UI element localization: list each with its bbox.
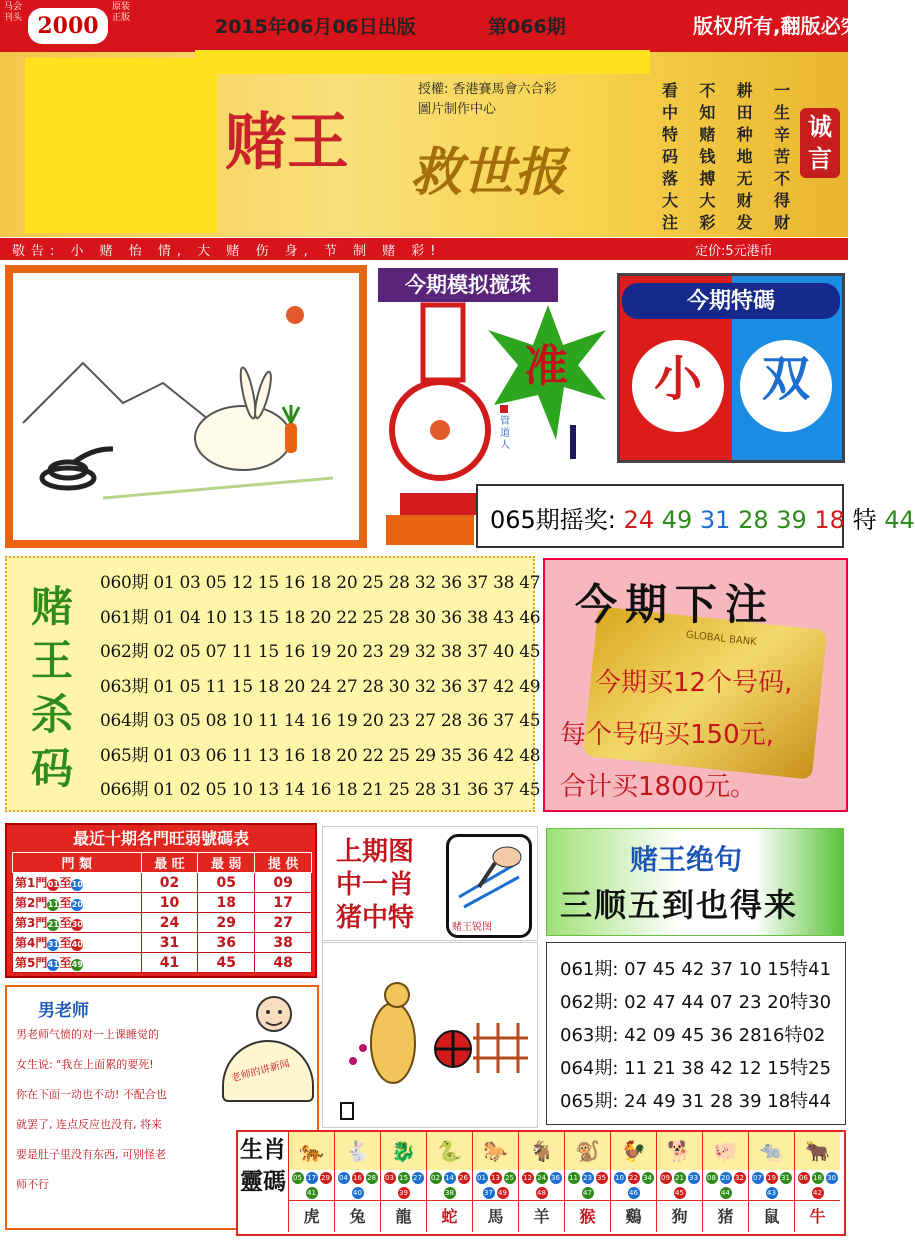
- gate-cell: [13, 893, 142, 913]
- special-code-title: 今期特碼: [622, 283, 840, 319]
- poem-row: [662, 78, 790, 100]
- number-ball: 15: [399, 1174, 408, 1182]
- bank-card-label: GLOBAL BANK: [685, 629, 758, 649]
- number-ball: 04: [339, 1174, 348, 1182]
- number-ball: 37: [484, 1189, 493, 1197]
- number-ball: 22: [629, 1174, 638, 1182]
- table-row: [13, 933, 312, 953]
- zodiac-cell: [564, 1132, 610, 1232]
- logo-side-right: 原装正版: [112, 2, 131, 23]
- number-ball: 30: [827, 1174, 836, 1182]
- number-ball: 08: [707, 1174, 716, 1182]
- gate-cell: [13, 933, 142, 953]
- number-ball: 29: [321, 1174, 330, 1182]
- gate-cell: [13, 873, 142, 893]
- gambling-warning: 敬告: 小 赌 怡 情, 大 赌 伤 身, 节 制 赌 彩!: [12, 244, 442, 259]
- zodiac-cell: [426, 1132, 472, 1232]
- last-pic-line-1: 上期图: [336, 837, 415, 867]
- dog-icon: 🐕: [657, 1132, 702, 1170]
- gate-name: 第5門: [15, 956, 48, 970]
- seal-stamp: 诚言: [800, 108, 840, 178]
- poem-row: [662, 100, 790, 122]
- poem-char: 大: [699, 191, 716, 210]
- number-ball: 48: [537, 1189, 546, 1197]
- zodiac-cell: [518, 1132, 564, 1232]
- poem-char: 知: [699, 103, 716, 122]
- kill-row: 066期 01 02 05 10 13 14 16 18 21 25 28 31 36 37 45: [100, 780, 541, 800]
- gate-table: [12, 852, 312, 973]
- clue-picture-panel: [322, 942, 538, 1128]
- number-ball: 34: [643, 1174, 652, 1182]
- number-ball: 43: [767, 1189, 776, 1197]
- last-pic-line-2: 中一肖: [336, 870, 415, 900]
- tip-number: 38: [255, 933, 312, 953]
- poem-char: 赌: [699, 125, 716, 144]
- kill-row: 063期 01 05 11 15 18 20 24 27 28 30 32 36 37 42 49: [100, 676, 541, 697]
- number-ball: 20: [721, 1174, 730, 1182]
- kill-row: 065期 01 03 06 11 13 16 18 20 22 25 29 35 36 42 48: [100, 745, 541, 766]
- number-ball: 07: [753, 1174, 762, 1182]
- draw-number: 39: [776, 506, 815, 534]
- zodiac-numbers: [611, 1170, 656, 1200]
- joke-line: 女生说: "我在上面累的要死!: [16, 1058, 154, 1071]
- number-ball: 11: [569, 1174, 578, 1182]
- hot-number: 02: [141, 873, 198, 893]
- range-start-ball: 11: [47, 900, 59, 909]
- zodiac-name: 虎: [289, 1200, 334, 1232]
- range-start-ball: 21: [47, 920, 59, 929]
- banner-poem: [662, 78, 790, 232]
- kill-row: 061期 01 04 10 13 15 18 20 22 25 28 30 36 38 43 46: [100, 607, 541, 628]
- zodiac-cell: [794, 1132, 840, 1232]
- notice-bar: [0, 238, 848, 260]
- zodiac-name: 龍: [381, 1200, 426, 1232]
- production-line: 圖片制作中心: [418, 102, 497, 117]
- draw-number: 28: [738, 506, 777, 534]
- bet-line-2: 每个号码买150元,: [560, 720, 774, 750]
- bet-title: 今期下注: [575, 580, 776, 629]
- draw-number: 18: [814, 506, 853, 534]
- last-draw-special-number: 44: [884, 506, 915, 534]
- table-row: [13, 893, 312, 913]
- draw-number: 49: [661, 506, 700, 534]
- issue-number: 第066期: [488, 16, 566, 38]
- range-separator: 至: [59, 936, 72, 950]
- number-ball: 01: [477, 1174, 486, 1182]
- poem-char: 码: [662, 147, 679, 166]
- poem-char: 彩: [699, 213, 716, 232]
- range-end-ball: 30: [71, 920, 83, 929]
- number-ball: 03: [385, 1174, 394, 1182]
- table-row: [13, 913, 312, 933]
- history-row: 061期: 07 45 42 37 10 15特41: [560, 959, 832, 980]
- cold-number: 05: [198, 873, 255, 893]
- hot-number: 41: [141, 953, 198, 973]
- number-ball: 06: [799, 1174, 808, 1182]
- zodiac-name: 兔: [335, 1200, 380, 1232]
- poem-row: [662, 122, 790, 144]
- number-ball: 40: [353, 1189, 362, 1197]
- number-ball: 32: [735, 1174, 744, 1182]
- rabbit-snake-illustration: [13, 273, 359, 540]
- number-ball: 42: [813, 1189, 822, 1197]
- fan-caption: 老师的讲新闻: [230, 1058, 291, 1085]
- gate-cell: [13, 953, 142, 973]
- zodiac-numbers: [749, 1170, 794, 1200]
- tip-number: 17: [255, 893, 312, 913]
- zodiac-name: 羊: [519, 1200, 564, 1232]
- cold-number: 29: [198, 913, 255, 933]
- joke-line: 你在下面一动也不动! 不配合也: [16, 1088, 167, 1101]
- number-ball: 47: [583, 1189, 592, 1197]
- zodiac-cell: [610, 1132, 656, 1232]
- range-start-ball: 41: [47, 960, 59, 969]
- joke-title: 男老师: [38, 1001, 89, 1021]
- last-pic-line-3: 猪中特: [336, 903, 415, 933]
- poem-char: 大: [662, 191, 679, 210]
- zodiac-cells: [288, 1132, 840, 1232]
- col-gate: 門 類: [13, 853, 142, 873]
- number-ball: 31: [781, 1174, 790, 1182]
- number-ball: 25: [505, 1174, 514, 1182]
- number-ball: 33: [689, 1174, 698, 1182]
- poem-char: 耕: [736, 81, 753, 100]
- history-row: 064期: 11 21 38 42 12 15特25: [560, 1058, 832, 1079]
- hot-number: 10: [141, 893, 198, 913]
- poem-row: [662, 144, 790, 166]
- number-ball: 23: [583, 1174, 592, 1182]
- zodiac-cell: [334, 1132, 380, 1232]
- tiger-icon: 🐅: [289, 1132, 334, 1170]
- history-row: 062期: 02 47 44 07 23 20特30: [560, 992, 832, 1013]
- poem-char: 财: [773, 213, 790, 232]
- zodiac-cell: [288, 1132, 334, 1232]
- number-ball: 19: [767, 1174, 776, 1182]
- poem-char: 种: [736, 125, 753, 144]
- pig-icon: 🐖: [703, 1132, 748, 1170]
- poem-char: 不: [699, 81, 716, 100]
- zodiac-table-label: 生肖靈碼: [240, 1136, 286, 1195]
- poem-char: 搏: [699, 169, 716, 188]
- number-ball: 21: [675, 1174, 684, 1182]
- kill-row: 060期 01 03 05 12 15 16 18 20 25 28 32 36 37 38 47: [100, 573, 541, 593]
- number-ball: 35: [597, 1174, 606, 1182]
- zodiac-name: 猪: [703, 1200, 748, 1232]
- kill-codes-title: 赌王杀码: [30, 582, 73, 793]
- poem-row: [662, 188, 790, 210]
- last-picture-text: [336, 836, 414, 935]
- poem-char: 看: [662, 81, 679, 100]
- zodiac-numbers: [381, 1170, 426, 1200]
- history-row: 063期: 42 09 45 36 2816特02: [560, 1025, 826, 1046]
- masthead-logo: 2000: [28, 8, 108, 44]
- last-draw-label: 065期摇奖:: [490, 506, 616, 534]
- authorization-line: 授權: 香港賽馬會六合彩: [418, 82, 557, 97]
- zodiac-numbers: [335, 1170, 380, 1200]
- number-ball: 46: [629, 1189, 638, 1197]
- zodiac-name: 鷄: [611, 1200, 656, 1232]
- poem-char: 辛: [773, 125, 790, 144]
- col-hot: 最 旺: [141, 853, 198, 873]
- zodiac-cell: [656, 1132, 702, 1232]
- dragon-icon: 🐉: [381, 1132, 426, 1170]
- zodiac-name: 牛: [795, 1200, 840, 1232]
- poem-char: 无: [736, 169, 753, 188]
- number-ball: 09: [661, 1174, 670, 1182]
- number-ball: 17: [307, 1174, 316, 1182]
- cold-number: 18: [198, 893, 255, 913]
- hand-drawing: [449, 837, 529, 917]
- bet-line-1: 今期买12个号码,: [595, 668, 793, 698]
- poem-char: 特: [662, 125, 679, 144]
- poem-char: 发: [736, 213, 753, 232]
- zodiac-numbers: [427, 1170, 472, 1200]
- table-row: [13, 873, 312, 893]
- icon-caption: 赌王锐图: [452, 922, 492, 933]
- number-ball: 26: [459, 1174, 468, 1182]
- number-ball: 16: [353, 1174, 362, 1182]
- number-ball: 05: [293, 1174, 302, 1182]
- range-separator: 至: [59, 916, 72, 930]
- zodiac-cell: [380, 1132, 426, 1232]
- number-ball: 38: [445, 1189, 454, 1197]
- cold-number: 36: [198, 933, 255, 953]
- gate-name: 第1門: [15, 876, 48, 890]
- draw-simulation-title: 今期模拟搅珠: [378, 268, 558, 302]
- cat-and-ball-illustration: [323, 943, 537, 1127]
- special-pick-parity: 双: [740, 340, 832, 432]
- riddle-illustration: [5, 265, 367, 548]
- zodiac-numbers: [289, 1170, 334, 1200]
- horse-icon: 🐎: [473, 1132, 518, 1170]
- number-ball: 13: [491, 1174, 500, 1182]
- zodiac-numbers: [565, 1170, 610, 1200]
- number-ball: 24: [537, 1174, 546, 1182]
- tip-number: 27: [255, 913, 312, 933]
- draw-caption: 管道人: [500, 416, 510, 451]
- joke-line: 师不行: [16, 1178, 49, 1191]
- redaction-block: [25, 58, 217, 233]
- tip-number: 09: [255, 873, 312, 893]
- price-label: 定价:5元港币: [695, 244, 773, 259]
- number-ball: 10: [615, 1174, 624, 1182]
- ox-icon: 🐂: [795, 1132, 840, 1170]
- gate-table-title: 最近十期各門旺弱號碼表: [72, 829, 249, 848]
- range-separator: 至: [59, 956, 72, 970]
- poem-char: 不: [773, 169, 790, 188]
- zodiac-numbers: [519, 1170, 564, 1200]
- number-ball: 27: [413, 1174, 422, 1182]
- zodiac-name: 鼠: [749, 1200, 794, 1232]
- zodiac-name: 狗: [657, 1200, 702, 1232]
- poem-char: 田: [736, 103, 753, 122]
- number-ball: 14: [445, 1174, 454, 1182]
- zodiac-name: 馬: [473, 1200, 518, 1232]
- kill-row: 064期 03 05 08 10 11 14 16 19 20 23 27 28 36 37 45: [100, 711, 541, 731]
- col-cold: 最 弱: [198, 853, 255, 873]
- history-row: 065期: 24 49 31 28 39 18特44: [560, 1091, 832, 1112]
- monkey-icon: 🐒: [565, 1132, 610, 1170]
- poem-char: 得: [773, 191, 790, 210]
- redaction-strip: [195, 50, 650, 74]
- gate-name: 第3門: [15, 916, 48, 930]
- poem-char: 钱: [699, 147, 716, 166]
- poem-char: 苦: [773, 147, 790, 166]
- zodiac-cell: [472, 1132, 518, 1232]
- range-end-ball: 10: [71, 880, 83, 889]
- verse-title: 赌王绝句: [630, 843, 743, 876]
- number-ball: 39: [399, 1189, 408, 1197]
- logo-side-left: 马会刊头: [3, 2, 22, 23]
- copyright-notice: 版权所有,翻版必究!: [693, 14, 870, 38]
- masthead-subtitle: 救世报: [410, 142, 567, 203]
- number-ball: 41: [307, 1189, 316, 1197]
- number-ball: 45: [675, 1189, 684, 1197]
- rabbit-icon: 🐇: [335, 1132, 380, 1170]
- bet-line-3: 合计买1800元。: [560, 772, 757, 802]
- poem-char: 地: [736, 147, 753, 166]
- range-end-ball: 20: [71, 900, 83, 909]
- hot-number: 24: [141, 913, 198, 933]
- col-tip: 提 供: [255, 853, 312, 873]
- joke-line: 要是肚子里没有东西, 可别怪老: [16, 1148, 166, 1161]
- zodiac-cell: [702, 1132, 748, 1232]
- range-end-ball: 49: [71, 960, 83, 969]
- poem-char: 落: [662, 169, 679, 188]
- range-start-ball: 31: [47, 940, 59, 949]
- gate-cell: [13, 913, 142, 933]
- zodiac-name: 猴: [565, 1200, 610, 1232]
- rat-icon: 🐀: [749, 1132, 794, 1170]
- poem-char: 注: [662, 213, 679, 232]
- draw-number: 31: [699, 506, 739, 534]
- old-man-icon: [250, 992, 298, 1042]
- kill-row: 062期 02 05 07 11 15 16 19 20 23 29 32 38 37 40 45: [100, 642, 541, 662]
- number-ball: 18: [813, 1174, 822, 1182]
- cold-number: 45: [198, 953, 255, 973]
- number-ball: 28: [367, 1174, 376, 1182]
- range-separator: 至: [59, 876, 72, 890]
- joke-line: 男老师气愤的对一上课睡觉的: [16, 1028, 159, 1041]
- tip-number: 48: [255, 953, 312, 973]
- number-ball: 02: [431, 1174, 440, 1182]
- rooster-icon: 🐓: [611, 1132, 656, 1170]
- draw-number: 24: [623, 506, 662, 534]
- poem-char: 生: [773, 103, 790, 122]
- verse-text: 三顺五到也得来: [560, 886, 799, 924]
- gate-name: 第2門: [15, 896, 48, 910]
- poem-char: 中: [662, 103, 679, 122]
- zodiac-numbers: [657, 1170, 702, 1200]
- zodiac-numbers: [795, 1170, 840, 1200]
- poem-char: 财: [736, 191, 753, 210]
- table-row: [13, 953, 312, 973]
- range-start-ball: 01: [47, 880, 59, 889]
- number-ball: 44: [721, 1189, 730, 1197]
- range-end-ball: 40: [71, 940, 83, 949]
- number-ball: 49: [498, 1189, 507, 1197]
- number-ball: 12: [523, 1174, 532, 1182]
- zodiac-name: 蛇: [427, 1200, 472, 1232]
- special-label: 特: [852, 506, 877, 534]
- gate-name: 第4門: [15, 936, 48, 950]
- poem-row: [662, 210, 790, 232]
- publication-date: 2015年06月06日出版: [215, 16, 416, 38]
- masthead-title: 赌王: [225, 105, 350, 178]
- number-ball: 36: [551, 1174, 560, 1182]
- goat-icon: 🐐: [519, 1132, 564, 1170]
- zodiac-numbers: [703, 1170, 748, 1200]
- joke-line: 就罢了, 连点反应也没有, 将来: [16, 1118, 162, 1131]
- star-label: 准: [524, 341, 568, 392]
- zodiac-numbers: [473, 1170, 518, 1200]
- snake-icon: 🐍: [427, 1132, 472, 1170]
- zodiac-cell: [748, 1132, 794, 1232]
- poem-row: [662, 166, 790, 188]
- poem-char: 一: [773, 81, 790, 100]
- last-draw-numbers: [624, 506, 853, 534]
- last-draw-result: [490, 500, 915, 535]
- special-pick-size: 小: [632, 340, 724, 432]
- range-separator: 至: [59, 896, 72, 910]
- hot-number: 31: [141, 933, 198, 953]
